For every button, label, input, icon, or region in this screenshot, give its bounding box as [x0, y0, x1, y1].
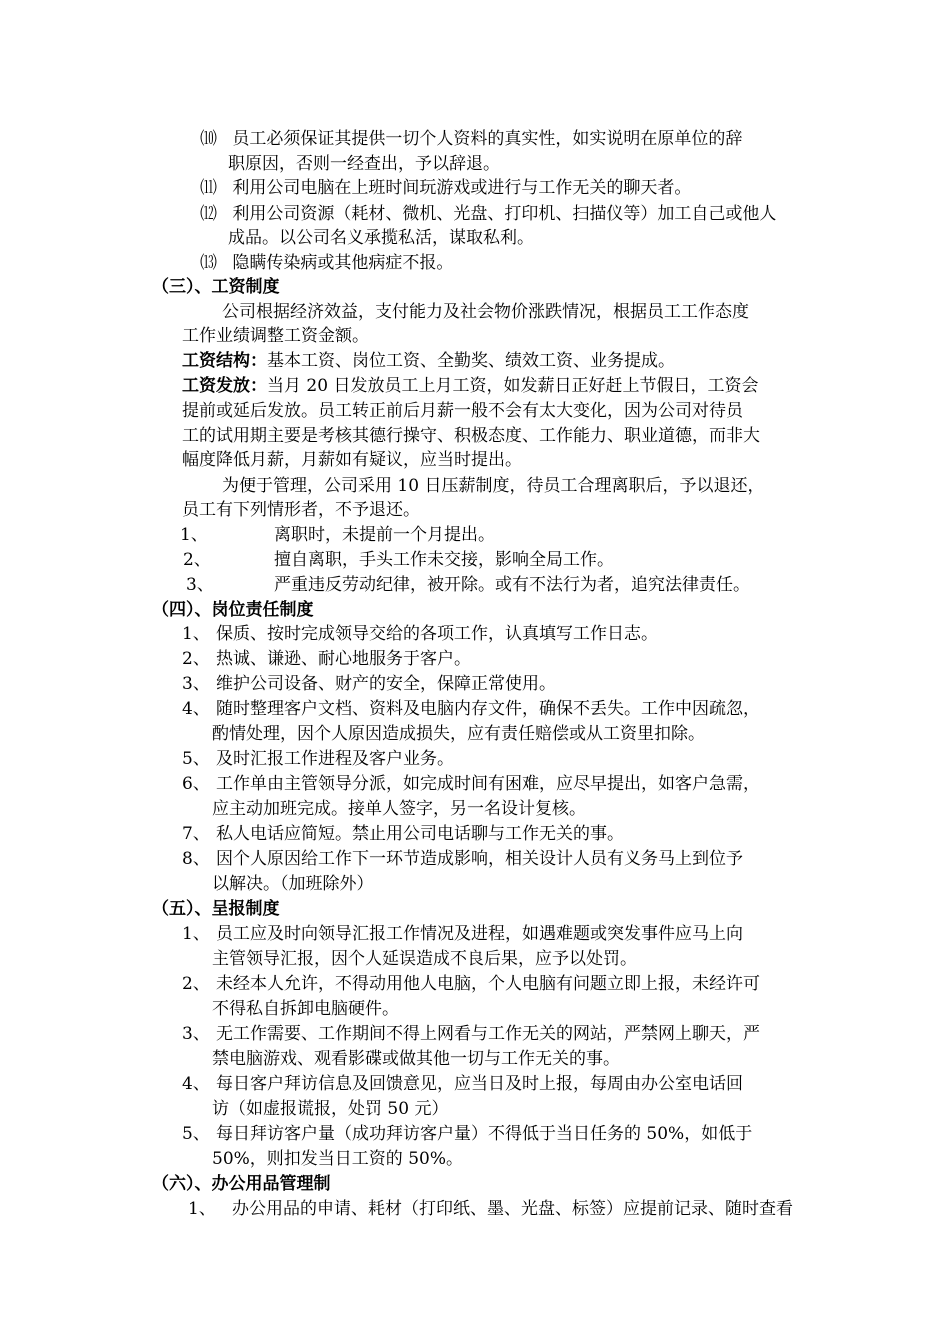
- salary-payment-line-4: 幅度降低月薪，月薪如有疑议，应当时提出。: [182, 450, 522, 470]
- item-number: 2、: [183, 550, 211, 570]
- section-heading-job-responsibility: （四）、岗位责任制度: [152, 600, 314, 620]
- top-item-10: [200, 126, 742, 152]
- item-text: 因个人原因给工作下一环节造成影响，相关设计人员有义务马上到位予: [216, 849, 743, 869]
- item-text-cont: 访（如虚报谎报，处罚 50 元）: [212, 1099, 449, 1119]
- item-text: 隐瞒传染病或其他病症不报。: [232, 253, 454, 273]
- item-text: 利用公司资源（耗材、微机、光盘、打印机、扫描仪等）加工自己或他人: [232, 204, 777, 224]
- item-number: ⑾: [200, 178, 217, 198]
- item-number: 2、: [182, 974, 210, 994]
- item-text: 利用公司电脑在上班时间玩游戏或进行与工作无关的聊天者。: [232, 178, 692, 198]
- item-number: 5、: [182, 1124, 210, 1144]
- item-number: 1、: [188, 1199, 216, 1219]
- item-text: 工作单由主管领导分派，如完成时间有困难，应尽早提出，如客户急需，: [216, 774, 760, 794]
- item-number: 4、: [182, 699, 210, 719]
- salary-paragraph-1-cont: 工作业绩调整工资金额。: [182, 326, 369, 346]
- item-number: 1、: [182, 924, 210, 944]
- item-text: 维护公司设备、财产的安全，保障正常使用。: [216, 674, 556, 694]
- item-number: 2、: [182, 649, 210, 669]
- salary-list-item: [183, 547, 211, 573]
- salary-payment-label: 工资发放：: [182, 376, 267, 396]
- item-number: 4、: [182, 1074, 210, 1094]
- item-text: 严重违反劳动纪律，被开除。或有不法行为者，追究法律责任。: [274, 575, 750, 595]
- salary-payment-text: 当月 20 日发放员工上月工资，如发薪日正好赶上节假日，工资会: [267, 376, 759, 396]
- item-text: 未经本人允许，不得动用他人电脑，个人电脑有问题立即上报，未经许可: [216, 974, 760, 994]
- section-heading-office-supplies: （六）、办公用品管理制: [152, 1174, 331, 1194]
- salary-list-item: [180, 522, 208, 548]
- item-text: 热诚、谦逊、耐心地服务于客户。: [216, 649, 471, 669]
- item-number: 7、: [182, 824, 210, 844]
- item-number: 3、: [182, 674, 210, 694]
- section-heading-reporting: （五）、呈报制度: [152, 899, 280, 919]
- item-text-cont: 主管领导汇报，因个人延误造成不良后果，应予以处罚。: [212, 949, 637, 969]
- item-number: 8、: [182, 849, 210, 869]
- item-text-cont: 50%，则扣发当日工资的 50%。: [212, 1149, 463, 1169]
- item-number: ⑽: [200, 129, 217, 149]
- item-text: 及时汇报工作进程及客户业务。: [216, 749, 454, 769]
- item-text: 办公用品的申请、耗材（打印纸、墨、光盘、标签）应提前记录、随时查看: [232, 1199, 793, 1219]
- salary-structure: [182, 348, 675, 374]
- salary-paragraph-3-cont: 员工有下列情形者，不予退还。: [182, 500, 420, 520]
- top-item-12-cont: 成品。以公司名义承揽私活，谋取私利。: [228, 228, 534, 248]
- item-text: 保质、按时完成领导交给的各项工作，认真填写工作日志。: [216, 624, 658, 644]
- item-number: 3、: [182, 1024, 210, 1044]
- item-text-cont: 酌情处理，因个人原因造成损失，应有责任赔偿或从工资里扣除。: [212, 724, 705, 744]
- item-text: 私人电话应简短。禁止用公司电话聊与工作无关的事。: [216, 824, 624, 844]
- item-text: 员工应及时向领导汇报工作情况及进程，如遇难题或突发事件应马上向: [216, 924, 743, 944]
- item-number: 6、: [182, 774, 210, 794]
- salary-structure-label: 工资结构：: [182, 351, 267, 371]
- top-item-11: [200, 175, 691, 201]
- item-number: ⑿: [200, 204, 217, 224]
- item-text: 员工必须保证其提供一切个人资料的真实性，如实说明在原单位的辞: [232, 129, 743, 149]
- salary-payment: [182, 373, 758, 399]
- top-item-13: [200, 250, 453, 276]
- salary-payment-line-3: 工的试用期主要是考核其德行操守、积极态度、工作能力、职业道德，而非大: [182, 426, 760, 446]
- item-text: 每日拜访客户量（成功拜访客户量）不得低于当日任务的 50%，如低于: [216, 1124, 753, 1144]
- item-text-cont: 以解决。（加班除外）: [212, 874, 374, 894]
- item-text: 随时整理客户文档、资料及电脑内存文件，确保不丢失。工作中因疏忽，: [216, 699, 760, 719]
- item-text: 无工作需要、工作期间不得上网看与工作无关的网站，严禁网上聊天，严: [216, 1024, 760, 1044]
- salary-list-item: [186, 572, 214, 598]
- item-number: 1、: [182, 624, 210, 644]
- section-heading-salary: （三）、工资制度: [152, 277, 280, 297]
- salary-paragraph-1: 公司根据经济效益，支付能力及社会物价涨跌情况，根据员工工作态度: [222, 302, 749, 322]
- top-item-10-cont: 职原因，否则一经查出，予以辞退。: [228, 154, 500, 174]
- item-text-cont: 不得私自拆卸电脑硬件。: [212, 999, 399, 1019]
- item-text-cont: 禁电脑游戏、观看影碟或做其他一切与工作无关的事。: [212, 1049, 620, 1069]
- top-item-12: [200, 201, 776, 227]
- item-text: 擅自离职，手头工作未交接，影响全局工作。: [274, 550, 614, 570]
- item-text-cont: 应主动加班完成。接单人签字，另一名设计复核。: [212, 799, 586, 819]
- item-number: 5、: [182, 749, 210, 769]
- item-number: 3、: [186, 575, 214, 595]
- item-number: 1、: [180, 525, 208, 545]
- salary-payment-line-2: 提前或延后发放。员工转正前后月薪一般不会有太大变化，因为公司对待员: [182, 401, 743, 421]
- salary-structure-text: 基本工资、岗位工资、全勤奖、绩效工资、业务提成。: [267, 351, 675, 371]
- salary-paragraph-3: 为便于管理，公司采用 10 日压薪制度，待员工合理离职后，予以退还，: [222, 476, 765, 496]
- item-number: ⒀: [200, 253, 217, 273]
- item-text: 每日客户拜访信息及回馈意见，应当日及时上报，每周由办公室电话回: [216, 1074, 743, 1094]
- item-text: 离职时，未提前一个月提出。: [274, 525, 495, 545]
